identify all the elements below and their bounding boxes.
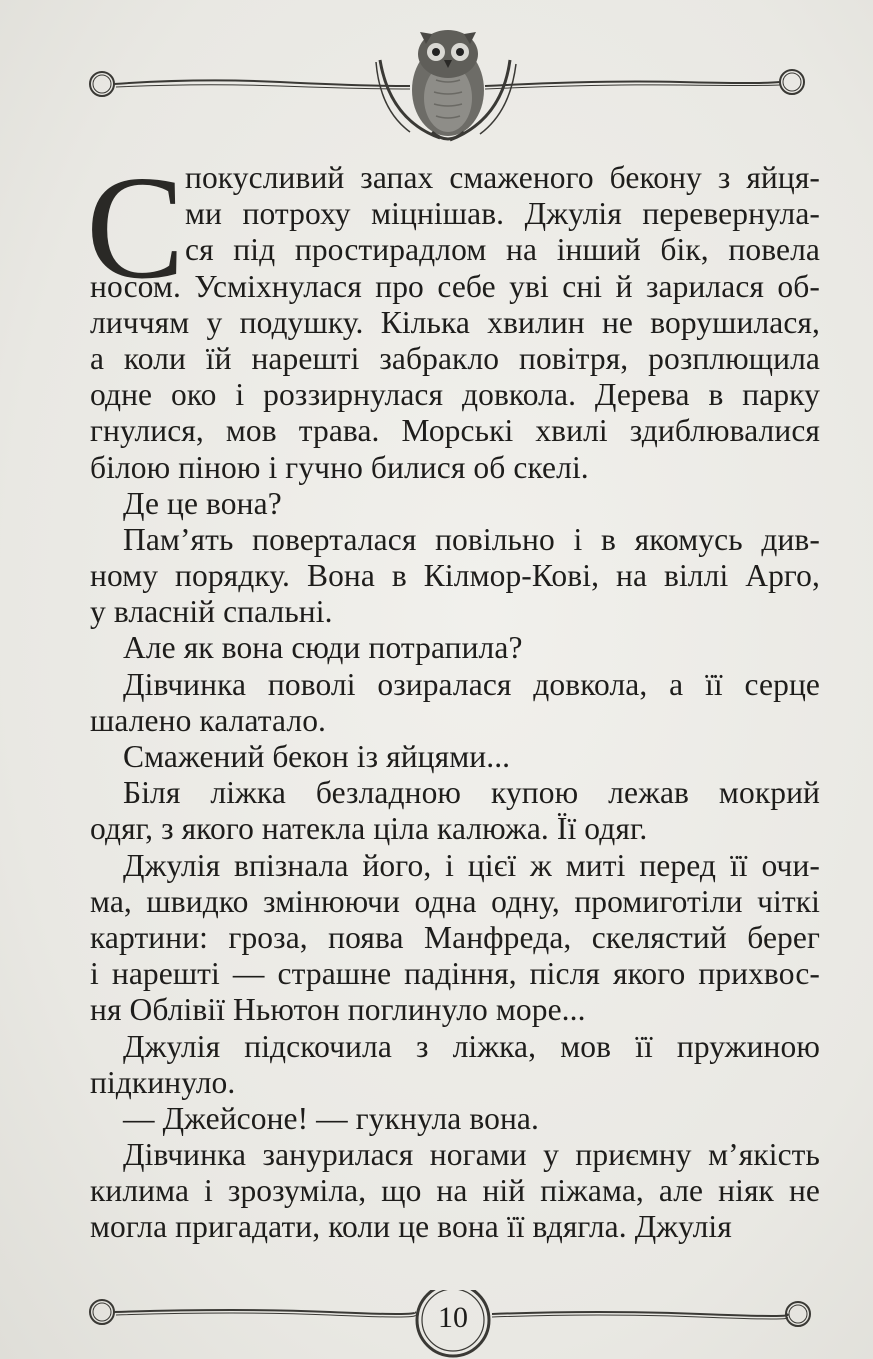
- paragraph: [90, 739, 820, 775]
- text-line: Але як вона сюди потрапила?: [123, 630, 523, 666]
- paragraph: [90, 630, 820, 666]
- text-line: Джулія підскочила з ліжка, мов її пружиною: [123, 1028, 820, 1064]
- text-line: Біля ліжка безладною купою лежав мокрий: [123, 775, 820, 811]
- text-line: ми потроху міцнішав. Джулія перевернула-: [185, 196, 820, 232]
- paragraph: [90, 848, 820, 1029]
- text-line: у власній спальні.: [90, 594, 333, 630]
- text-line: носом. Усміхнулася про себе уві сні й зарилася об-: [90, 268, 820, 304]
- paragraph: [90, 1137, 820, 1246]
- text-line: і нарешті — страшне падіння, після якого прихвос-: [90, 956, 820, 992]
- text-line: Дівчинка поволі озиралася довкола, а її серце: [123, 666, 820, 702]
- page-number: 10: [438, 1301, 468, 1334]
- paragraph: [90, 522, 820, 631]
- owl-ornament-icon: [80, 20, 820, 160]
- text-line: Де це вона?: [123, 485, 282, 521]
- text-line: личчям у подушку. Кілька хвилин не ворушилася,: [90, 304, 820, 340]
- text-line: гнулися, мов трава. Морські хвилі здиблювалися: [90, 413, 820, 449]
- paragraphs: [90, 269, 820, 1246]
- drop-cap: С: [86, 146, 185, 310]
- text-line: Пам’ять поверталася повільно і в якомусь див-: [123, 521, 820, 557]
- text-line: покусливий запах смаженого бекону з яйця-: [185, 160, 820, 195]
- text-line: могла пригадати, коли це вона її вдягла. Джулія: [90, 1209, 732, 1245]
- paragraph: [90, 1029, 820, 1101]
- paragraph: [90, 269, 820, 486]
- paragraph: [90, 1101, 820, 1137]
- text-line: — Джейсоне! — гукнула вона.: [123, 1100, 539, 1136]
- text-line: підкинуло.: [90, 1064, 236, 1100]
- text-line: ся під простирадлом на інший бік, повела: [185, 232, 820, 268]
- text-line: ма, швидко змінюючи одна одну, промиготіли чіткі: [90, 883, 820, 919]
- text-line: картини: гроза, поява Манфреда, скелястий берег: [90, 919, 820, 955]
- text-line: Смажений бекон із яйцями...: [123, 739, 511, 774]
- text-line: білою піною і гучно билися об скелі.: [90, 449, 589, 485]
- text-line: одяг, з якого натекла ціла калюжа. Її одяг.: [90, 811, 648, 847]
- text-line: шалено калатало.: [90, 702, 327, 738]
- text-line: а коли їй нарешті забракло повітря, розплющила: [90, 340, 820, 376]
- paragraph: [90, 486, 820, 522]
- text-line: ному порядку. Вона в Кілмор-Кові, на віллі Арго,: [90, 558, 820, 594]
- body-text: [86, 146, 820, 1246]
- text-line: килима і зрозуміла, що на ній піжама, але ніяк не: [90, 1173, 820, 1209]
- text-line: Дівчинка занурилася ногами у приємну м’якість: [123, 1137, 820, 1173]
- paragraph: [90, 775, 820, 847]
- text-line: Джулія впізнала його, і цієї ж миті перед її очи-: [123, 847, 820, 883]
- paragraph: [90, 667, 820, 739]
- text-line: одне око і роззирнулася довкола. Дерева в парку: [90, 377, 820, 413]
- text-line: ня Облівії Ньютон поглинуло море...: [90, 992, 586, 1028]
